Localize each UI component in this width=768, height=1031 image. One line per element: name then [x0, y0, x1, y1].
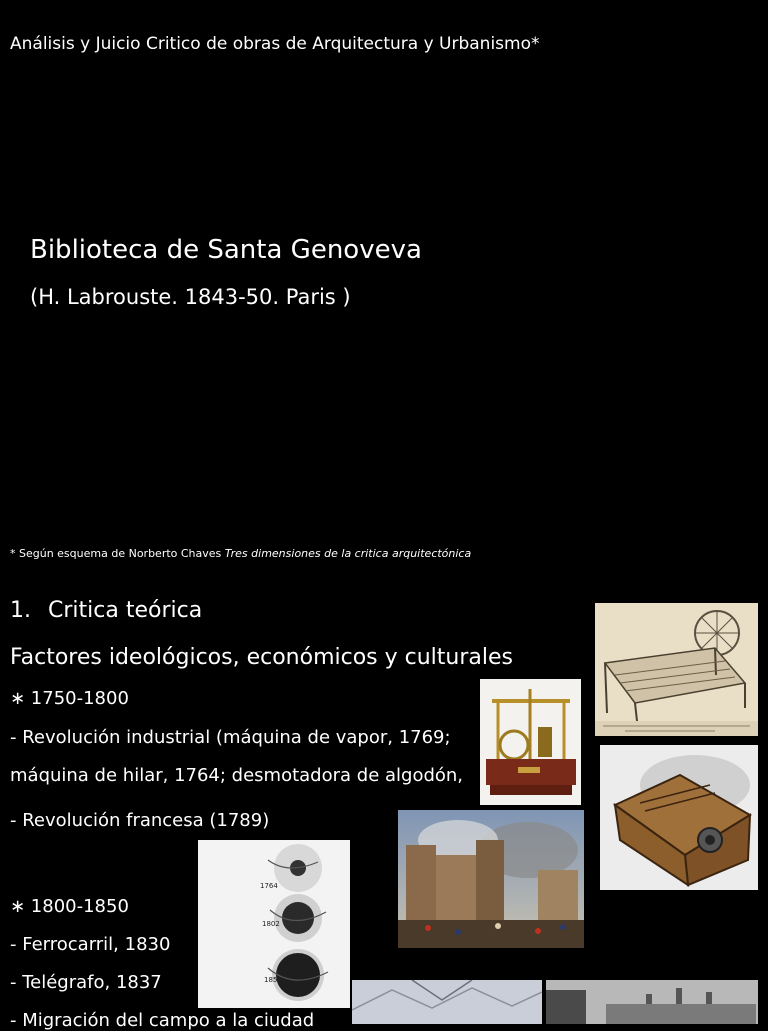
- text-line: - Revolución francesa (1789): [10, 810, 270, 831]
- cotton-gin-illustration: [600, 745, 758, 890]
- section-subheading: Factores ideológicos, económicos y culturales: [10, 645, 513, 670]
- bastille-painting-image: [398, 810, 584, 948]
- section-heading-text: Critica teórica: [48, 598, 203, 623]
- period-1800-1850: ∗ 1800-1850: [10, 896, 129, 917]
- text-line: máquina de hilar, 1764; desmotadora de algodón,: [10, 765, 464, 786]
- steam-engine-illustration: [480, 679, 581, 805]
- spinning-jenny-illustration: [595, 603, 758, 736]
- text-line: - Telégrafo, 1837: [10, 972, 162, 993]
- engraving-bottom-image: [352, 980, 542, 1024]
- text-line: - Migración del campo a la ciudad: [10, 1010, 315, 1031]
- map-label-1764: 1764: [260, 882, 278, 890]
- footnote-text: * Según esquema de Norberto Chaves: [10, 547, 225, 560]
- text-line: - Ferrocarril, 1830: [10, 934, 171, 955]
- engraving-bottom-illustration: [352, 980, 542, 1024]
- period-1750-1800: ∗ 1750-1800: [10, 688, 129, 709]
- page-title: Biblioteca de Santa Genoveva: [30, 235, 422, 265]
- steam-engine-image: [480, 679, 581, 805]
- page-subtitle: (H. Labrouste. 1843-50. Paris ): [30, 285, 351, 309]
- city-growth-map-image: [198, 840, 350, 1008]
- text-line: - Revolución industrial (máquina de vapor, 1769;: [10, 727, 451, 748]
- cotton-gin-image: [600, 745, 758, 890]
- footnote: [10, 547, 471, 560]
- document-header: Análisis y Juicio Critico de obras de Arquitectura y Urbanismo*: [10, 34, 540, 54]
- map-label-1854: 1854: [264, 976, 282, 984]
- section-heading: [10, 598, 202, 623]
- section-number: 1.: [10, 598, 31, 623]
- spinning-jenny-image: [595, 603, 758, 736]
- industrial-city-illustration: [546, 980, 758, 1024]
- bastille-painting-illustration: [398, 810, 584, 948]
- industrial-city-image: [546, 980, 758, 1024]
- map-label-1802: 1802: [262, 920, 280, 928]
- footnote-book-title: Tres dimensiones de la critica arquitectónica: [224, 547, 472, 560]
